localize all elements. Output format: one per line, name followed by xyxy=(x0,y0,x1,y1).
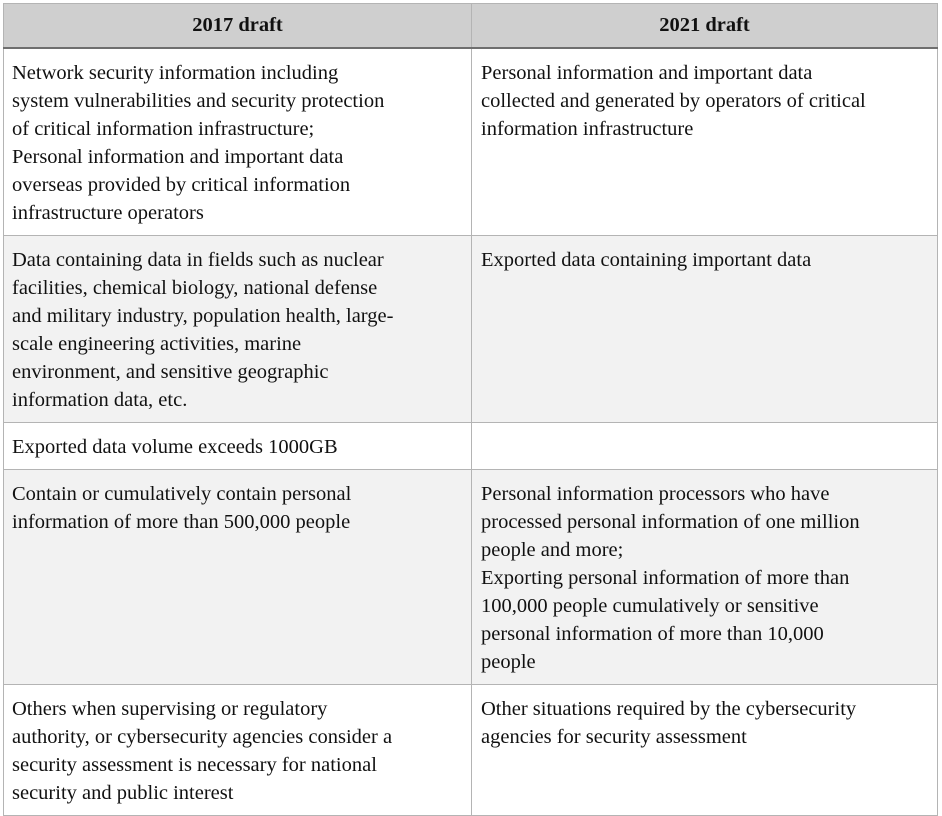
header-row xyxy=(4,4,938,49)
cell-2017-draft: Data containing data in fields such as nuclear facilities, chemical biology, national defense and military industry, population health, large- scale engineering activities, marine environment, and sensitive geographic information data, etc. xyxy=(4,236,472,423)
cell-2021-draft xyxy=(472,423,938,470)
cell-2017-draft: Network security information including system vulnerabilities and security protection of critical information infrastructure; Personal information and important data overseas provided by critical information infrastructure operators xyxy=(4,48,472,236)
cell-2021-draft: Personal information and important data collected and generated by operators of critical information infrastructure xyxy=(472,48,938,236)
comparison-table xyxy=(3,3,938,816)
cell-2021-draft: Other situations required by the cybersecurity agencies for security assessment xyxy=(472,685,938,816)
table-row xyxy=(4,470,938,685)
cell-2017-draft: Others when supervising or regulatory authority, or cybersecurity agencies consider a security assessment is necessary for national security and public interest xyxy=(4,685,472,816)
table-row xyxy=(4,685,938,816)
cell-2017-draft: Contain or cumulatively contain personal information of more than 500,000 people xyxy=(4,470,472,685)
header-2017-draft: 2017 draft xyxy=(4,4,472,49)
cell-2021-draft: Exported data containing important data xyxy=(472,236,938,423)
cell-2017-draft: Exported data volume exceeds 1000GB xyxy=(4,423,472,470)
cell-2021-draft: Personal information processors who have processed personal information of one million people and more; Exporting personal information of more than 100,000 people cumulatively or sensitive personal information of more than 10,000 people xyxy=(472,470,938,685)
table-row xyxy=(4,48,938,236)
table-row xyxy=(4,236,938,423)
table-row xyxy=(4,423,938,470)
header-2021-draft: 2021 draft xyxy=(472,4,938,49)
